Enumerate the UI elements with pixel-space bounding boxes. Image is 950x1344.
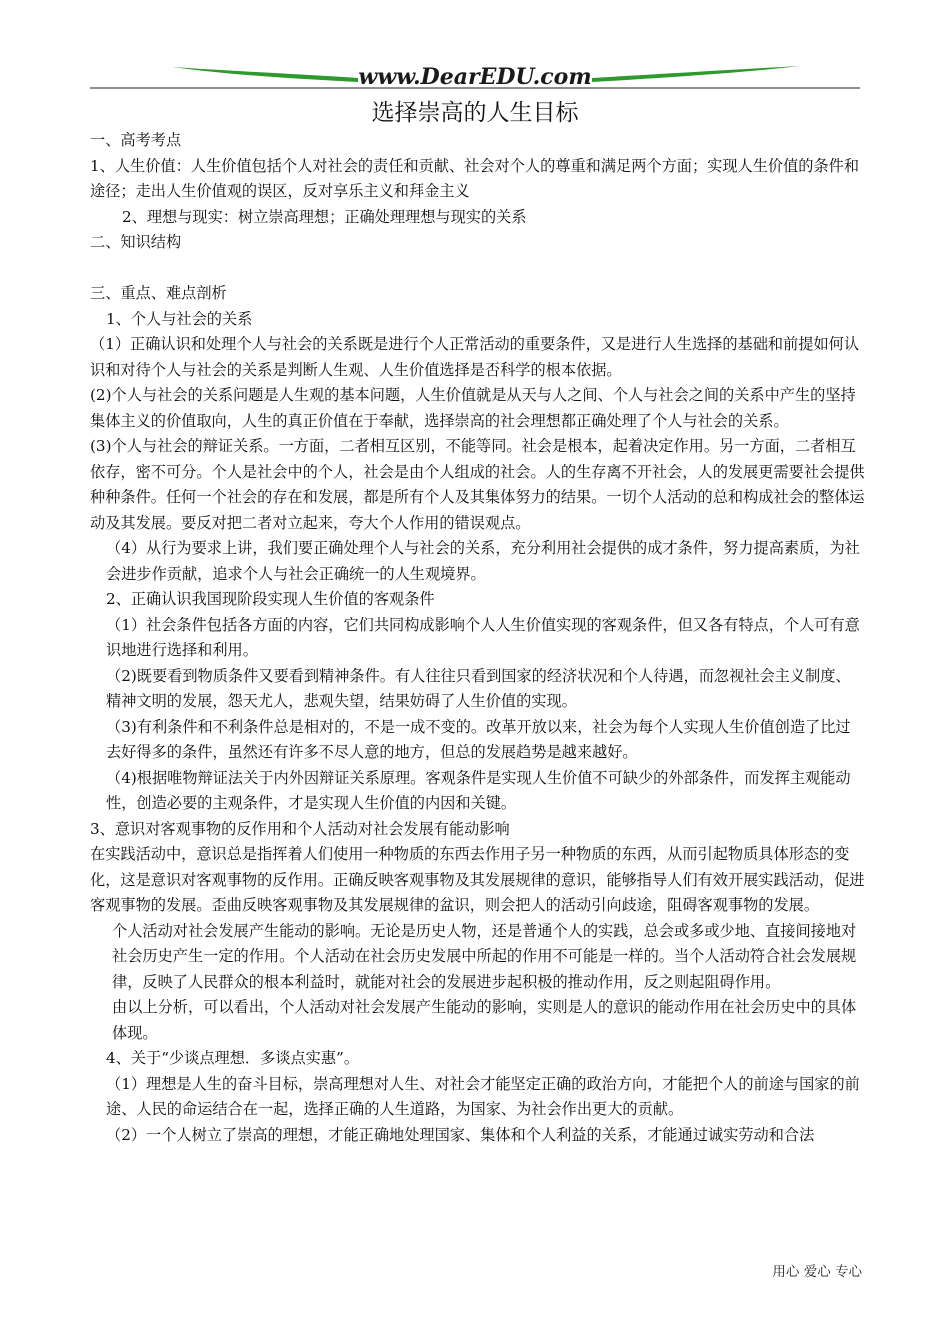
green-swoosh-right xyxy=(592,66,800,82)
paragraph: (3)个人与社会的辩证关系。一方面，二者相互区别，不能等同。社会是根本，起着决定作用。另一方面，二者相互依存，密不可分。个人是社会中的个人，社会是由个人组成的社会。人的生存离不开社会，人的发展更需要社会提供种种条件。任何一个社会的存在和发展，都是所有个人及其集体努力的结果。一切个人活动的总和构成社会的整体运动及其发展。要反对把二者对立起来，夸大个人作用的错误观点。 xyxy=(90,437,865,532)
paragraph: 个人活动对社会发展产生能动的影响。无论是历史人物，还是普通个人的实践，总会或多或少地、直接间接地对社会历史产生一定的作用。个人活动在社会历史发展中所起的作用不可能是一样的。当个人活动符合社会发展规律，反映了人民群众的根本利益时，就能对社会的发展进步起积极的推动作用，反之则起阻碍作用。 xyxy=(112,921,857,991)
paragraph: 2、理想与现实：树立崇高理想；正确处理理想与现实的关系 xyxy=(122,207,527,226)
paragraph: （1）正确认识和处理个人与社会的关系既是进行个人正常活动的重要条件，又是进行人生选择的基础和前提如何认识和对待个人与社会的关系是判断人生观、人生价值选择是否科学的根本依据。 xyxy=(90,335,860,379)
page-title: 选择崇高的人生目标 xyxy=(371,100,579,126)
subheading: 4、关于“少谈点理想．多谈点实惠”。 xyxy=(106,1049,360,1067)
paragraph: （4）从行为要求上讲，我们要正确处理个人与社会的关系，充分利用社会提供的成才条件，努力提高素质，为社会进步作贡献，追求个人与社会正确统一的人生观境界。 xyxy=(106,539,860,583)
subheading: 3、意识对客观事物的反作用和个人活动对社会发展有能动影响 xyxy=(90,819,510,838)
paragraph: (2)个人与社会的关系问题是人生观的基本问题，人生价值就是从天与人之间、个人与社会之间的关系中产生的坚持集体主义的价值取向，人生的真正价值在于奉献，选择崇高的社会理想都正确处理了个人与社会的关系。 xyxy=(90,386,856,430)
footer-slogan: 用心 爱心 专心 xyxy=(772,1264,862,1280)
paragraph: （2）一个人树立了崇高的理想，才能正确地处理国家、集体和个人利益的关系，才能通过诚实劳动和合法 xyxy=(106,1125,815,1144)
section-heading-1: 一、高考考点 xyxy=(90,131,182,149)
subheading: 2、正确认识我国现阶段实现人生价值的客观条件 xyxy=(106,590,435,608)
section-heading-2: 二、知识结构 xyxy=(90,233,182,251)
paragraph: （4)根据唯物辩证法关于内外因辩证关系原理。客观条件是实现人生价值不可缺少的外部条件，而发挥主观能动性，创造必要的主观条件，才是实现人生价值的内因和关键。 xyxy=(106,768,851,812)
paragraph: 由以上分析，可以看出，个人活动对社会发展产生能动的影响，实则是人的意识的能动作用在社会历史中的具体体现。 xyxy=(112,998,857,1042)
paragraph: （1）理想是人生的奋斗目标，崇高理想对人生、对社会才能坚定正确的政治方向，才能把个人的前途与国家的前途、人民的命运结合在一起，选择正确的人生道路，为国家、为社会作出更大的贡献。 xyxy=(106,1074,860,1118)
subheading: 1、个人与社会的关系 xyxy=(106,309,253,328)
paragraph: 在实践活动中，意识总是指挥着人们使用一种物质的东西去作用子另一种物质的东西，从而引起物质具体形态的变化，这是意识对客观事物的反作用。正确反映客观事物及其发展规律的意识，能够指导人们有效开展实践活动，促进客观事物的发展。歪曲反映客观事物及其发展规律的盆识，则会把人的活动引向歧途，阻碍客观事物的发展。 xyxy=(90,845,865,914)
paragraph: （1）社会条件包括各方面的内容，它们共同构成影响个人人生价值实现的客观条件，但又各有特点，个人可有意识地进行选择和利用。 xyxy=(106,615,860,659)
document-body xyxy=(90,128,865,1148)
blank-line xyxy=(90,256,865,282)
green-swoosh-left xyxy=(172,67,358,82)
section-heading-3: 三、重点、难点剖析 xyxy=(90,284,227,302)
paragraph: （3)有利条件和不利条件总是相对的，不是一成不变的。改革开放以来，社会为每个人实现人生价值创造了比过去好得多的条件，虽然还有许多不尽人意的地方，但总的发展趋势是越来越好。 xyxy=(106,717,851,761)
site-logo: www.DearEDU.com xyxy=(358,64,592,90)
header-banner xyxy=(0,58,950,98)
paragraph: （2)既要看到物质条件又要看到精神条件。有人往往只看到国家的经济状况和个人待遇，而忽视社会主义制度、精神文明的发展，怨天尤人，悲观失望，结果妨碍了人生价值的实现。 xyxy=(106,666,851,710)
paragraph: 1、人生价值：人生价值包括个人对社会的责任和贡献、社会对个人的尊重和满足两个方面；实现人生价值的条件和途径；走出人生价值观的误区，反对享乐主义和拜金主义 xyxy=(90,156,860,200)
